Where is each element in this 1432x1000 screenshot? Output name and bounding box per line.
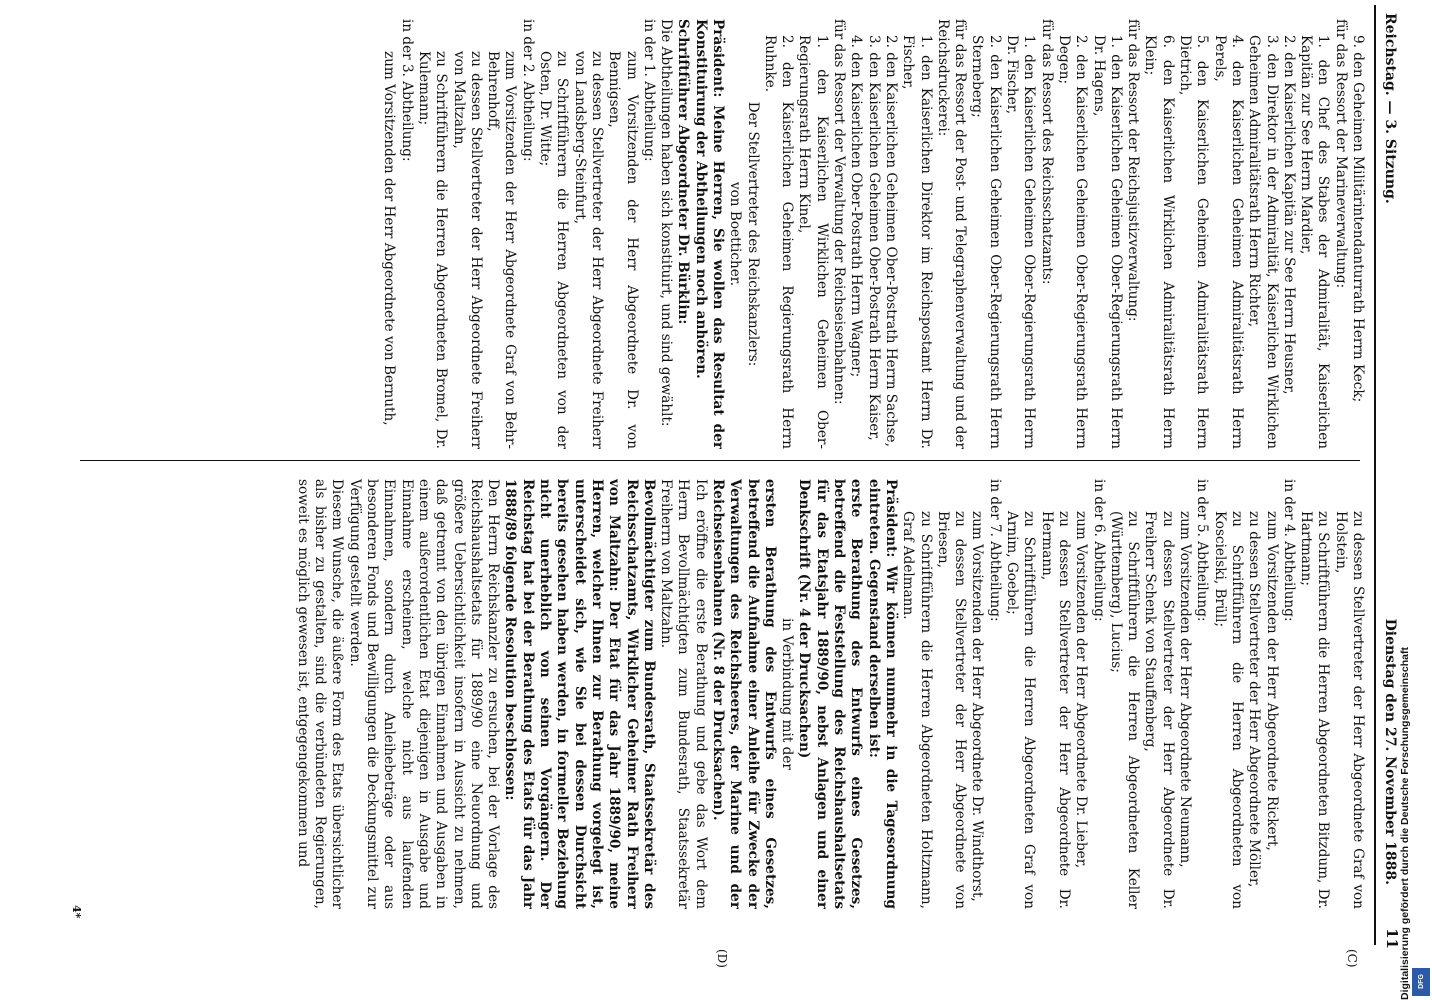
text-line: für das Ressort der Marineverwaltung: [1332,19,1349,289]
text-line: 2. den Kaiserlichen Geheimen Ober-Regierungsrath Herrn Sterneberg; [969,35,1003,449]
text-line: 1. den Chef des Stabes der Admiralität, Kaiserlichen Kapitän zur See Herrn Mardier, [1298,35,1332,449]
rotated-sheet [40,5,1401,968]
text-line: zu Schriftführern die Herren Abgeordneten von Koscielski, Brüll; [1211,511,1245,909]
text-line: zum Vorsitzenden der Herr Abgeordnete Dr. Lieber, [1073,511,1090,869]
text-line: Präsident: Wir können nunmehr in die Tagesordnung eintreten. Gegenstand derselben ist: [865,479,899,909]
text-line: 1. den Kaiserlichen Wirklichen Geheimen Ober-Regierungsrath Herrn Kinel, [796,35,830,449]
text-line: zu Schriftführern die Herren Abgeordneten Keller (Württemberg), Lucius; [1107,511,1142,909]
text-line: 4. den Kaiserlichen Geheimen Admiralitätsrath Herrn Perels, [1211,35,1245,449]
dfg-logo-icon [1412,968,1430,996]
text-line: Schriftführer Abgeordneter Dr. Bürklin: [675,19,692,325]
text-line: zu Schriftführern die Herren Abgeordneten von der Osten, Dr. Witte; [537,51,571,449]
left-column [66,19,1366,449]
text-line: für das Ressort des Reichsschatzamts: [1038,19,1055,285]
text-line: in der 5. Abtheilung: [1194,479,1211,622]
text-line: Der Stellvertreter des Reichskanzlers: [744,101,761,367]
text-line: zu dessen Stellvertreter der Herr Abgeordnete Graf von Holstein, [1332,511,1366,909]
header-left: Reichstag. — 3. Sitzung. [1382,13,1398,204]
text-line: 1. den Kaiserlichen Geheimen Ober-Regierungsrath Herrn Dr. Fischer, [1004,35,1038,449]
text-line: zu dessen Stellvertreter der Herr Abgeordnete Freiherr von Landsberg-Steinfurt, [571,51,605,449]
text-line: in der 6. Abtheilung: [1090,479,1107,622]
text-line: in der 2. Abtheilung: [519,19,536,162]
text-line: für das Ressort der Reichsjustizverwaltung: [1125,19,1142,322]
logo-text: DFG [1417,974,1425,989]
text-line: zum Vorsitzenden der Herr Abgeordnete Graf von Behr-Behrenhoff, [485,51,519,449]
text-line: für das Ressort der Post- und Telegraphenverwaltung und der Reichsdruckerei: [934,19,969,449]
signature-note: 4* [70,905,83,919]
text-line: zum Vorsitzenden der Herr Abgeordnete von Bernuth, [381,51,398,426]
footer-text: Digitalisierung gefördert durch die Deutsche Forschungsgemeinschaft [1399,647,1411,1000]
text-line: zum Vorsitzenden der Herr Abgeordnete Dr. Windthorst, [969,511,986,902]
text-line: 2. den Kaiserlichen Geheimen Ober-Postrath Herrn Sachse, [882,35,899,447]
text-line: 6. den Kaiserlichen Wirklichen Admiralitätsrath Herrn Klein; [1142,35,1176,449]
text-line: zum Vorsitzenden der Herr Abgeordnete Rickert, [1263,511,1280,851]
text-line: in Verbindung mit der [779,618,796,770]
text-line: in der 4. Abtheilung: [1280,479,1297,622]
text-line: Bevollmächtigter zum Bundesrath, Staatssekretär des Reichsschatzamts, Wirklicher Geheimer Rath Freiherr von Maltzahn: Der Etat für das Jahr 1889/90, meine Herren, welcher Ihnen zur Berathung vorgelegt ist, unterscheidet sich, wie Sie bei dessen Durchsicht bereits gesehen haben werden, in formeller Beziehung nicht unerheblich von seinen Vorgängern. Der Reichstag hat bei der Berathung des Etats für das Jahr 1888/89 folgende Resolution beschlossen: [502,479,657,909]
text-line: zu Schriftführern die Herren Abgeordneten Graf von Arnim, Goebel; [1004,511,1038,909]
text-line: 5. den Kaiserlichen Geheimen Admiralitätsrath Herrn Dietrich, [1177,35,1211,449]
text-line: von Boetticher. [727,181,744,287]
margin-mark-c: (C) [1345,949,1359,968]
text-line: zu Schriftführern die Herren Abgeordneten Bromel, Dr. Kulemann; [415,51,450,449]
text-line: 2. den Kaiserlichen Geheimen Ober-Regierungsrath Herrn Degen; [1055,35,1090,449]
text-line: 4. den Kaiserlichen Ober-Postrath Herrn Wagner; [848,35,865,378]
text-line: 1. den Kaiserlichen Direktor im Reichspostamt Herrn Dr. Fischer, [900,35,934,449]
text-line: 3. den Kaiserlichen Geheimen Ober-Postrath Herrn Kaiser, [865,35,882,441]
footer-credit [1395,120,1425,1000]
text-line: ersten Berathung des Entwurfs eines Gesetzes, betreffend die Aufnahme einer Anleihe für Zwecke der Verwaltungen des Reichsheeres, der Marine und der Reichseisenbahnen (Nr. 8 der Drucksachen). [710,479,778,909]
text-line: 3. den Direktor in der Admiralität, Kaiserlichen Wirklichen Geheimen Admiralitätsrath Herrn Richter, [1246,35,1280,449]
text-line: 9. den Geheimen Militärintendanturrath Herrn Keck; [1350,35,1366,403]
text-line: 1. den Kaiserlichen Geheimen Ober-Regierungsrath Herrn Dr. Hagens, [1090,35,1124,449]
text-line: für das Ressort der Verwaltung der Reichseisenbahnen: [831,19,848,405]
text-line: in der 7. Abtheilung: [986,479,1003,622]
right-column [66,479,1366,909]
text-line: zum Vorsitzenden der Herr Abgeordnete Neumann, [1177,511,1194,868]
text-line: zu dessen Stellvertreter der Herr Abgeordnete Dr. Hermann, [1038,511,1072,909]
text-line: Die Abtheilungen haben sich konstituirt, und sind gewählt: [658,19,675,427]
text-line: in der 3. Abtheilung: [398,19,415,162]
margin-mark-d: (D) [715,949,729,968]
text-line: zu Schriftführern die Herren Abgeordneten Holtzmann, Graf Adelmann. [900,511,934,909]
text-line: 2. den Kaiserlichen Geheimen Regierungsrath Herrn Ruhnke. [761,35,796,449]
text-line: Diesem Wunsche, die äußere Form des Etats übersichtlicher als bisher zu gestalten, sind die verbündeten Regierungen, soweit es möglich gewesen ist, entgegengekommen und [294,479,346,909]
text-line: zu dessen Stellvertreter der Herr Abgeordnete Dr. Freiherr Schenk von Stauffenberg, [1142,511,1176,909]
text-line: in der 1. Abtheilung: [640,19,657,162]
text-line: zu dessen Stellvertreter der Herr Abgeordnete von Briesen, [934,511,969,909]
header-right: Dienstag den 27. November 1888. [1382,618,1398,885]
text-line: erste Berathung des Entwurfs eines Gesetzes, betreffend die Feststellung des Reichshaushaltsetats für das Etatsjahr 1889/90, nebst Anlagen und einer Denkschrift (Nr. 4 der Drucksachen) [796,479,865,909]
text-line: zu dessen Stellvertreter der Herr Abgeordnete Freiherr von Maltzahn, [450,51,484,449]
text-line: zum Vorsitzenden der Herr Abgeordnete Dr. von Bennigsen, [606,51,640,449]
text-line: zu dessen Stellvertreter der Herr Abgeordnete Möller, [1246,511,1263,888]
text-line: Den Herrn Reichskanzler zu ersuchen, bei der Vorlage des Reichshaushaltsetats für 1889/90 eine Neuordnung und größere Uebersichtlichkeit insofern in Aussicht zu nehmen, daß getrennt von den übrigen Einnahmen und Ausgaben in einem außerordentlichen Etat diejenigen in Ausgabe und Einnahme erscheinen, welche nicht aus laufenden Einnahmen, sondern durch Anleihebeträge oder aus besonderen Fonds und Bewilligungen die Deckungsmittel zur Verfügung gestellt werden. [346,479,502,909]
text-line: zu Schriftführern die Herren Abgeordneten Bitzdum, Dr. Hartmann; [1298,511,1332,909]
column-divider [80,460,1360,461]
page-number: 11 [1383,928,1401,949]
text-line: Ich eröffne die erste Berathung und gebe das Wort dem Herrn Bevollmächtigten zum Bundesrath, Staatssekretär Freiherrn von Maltzahn. [658,479,709,909]
text-line: 2. den Kaiserlichen Kapitän zur See Herrn Heusner, [1280,35,1297,395]
text-line: Präsident: Meine Herren, Sie wollen das Resultat der Konstituirung der Abtheilungen noch anhören. [692,19,727,449]
